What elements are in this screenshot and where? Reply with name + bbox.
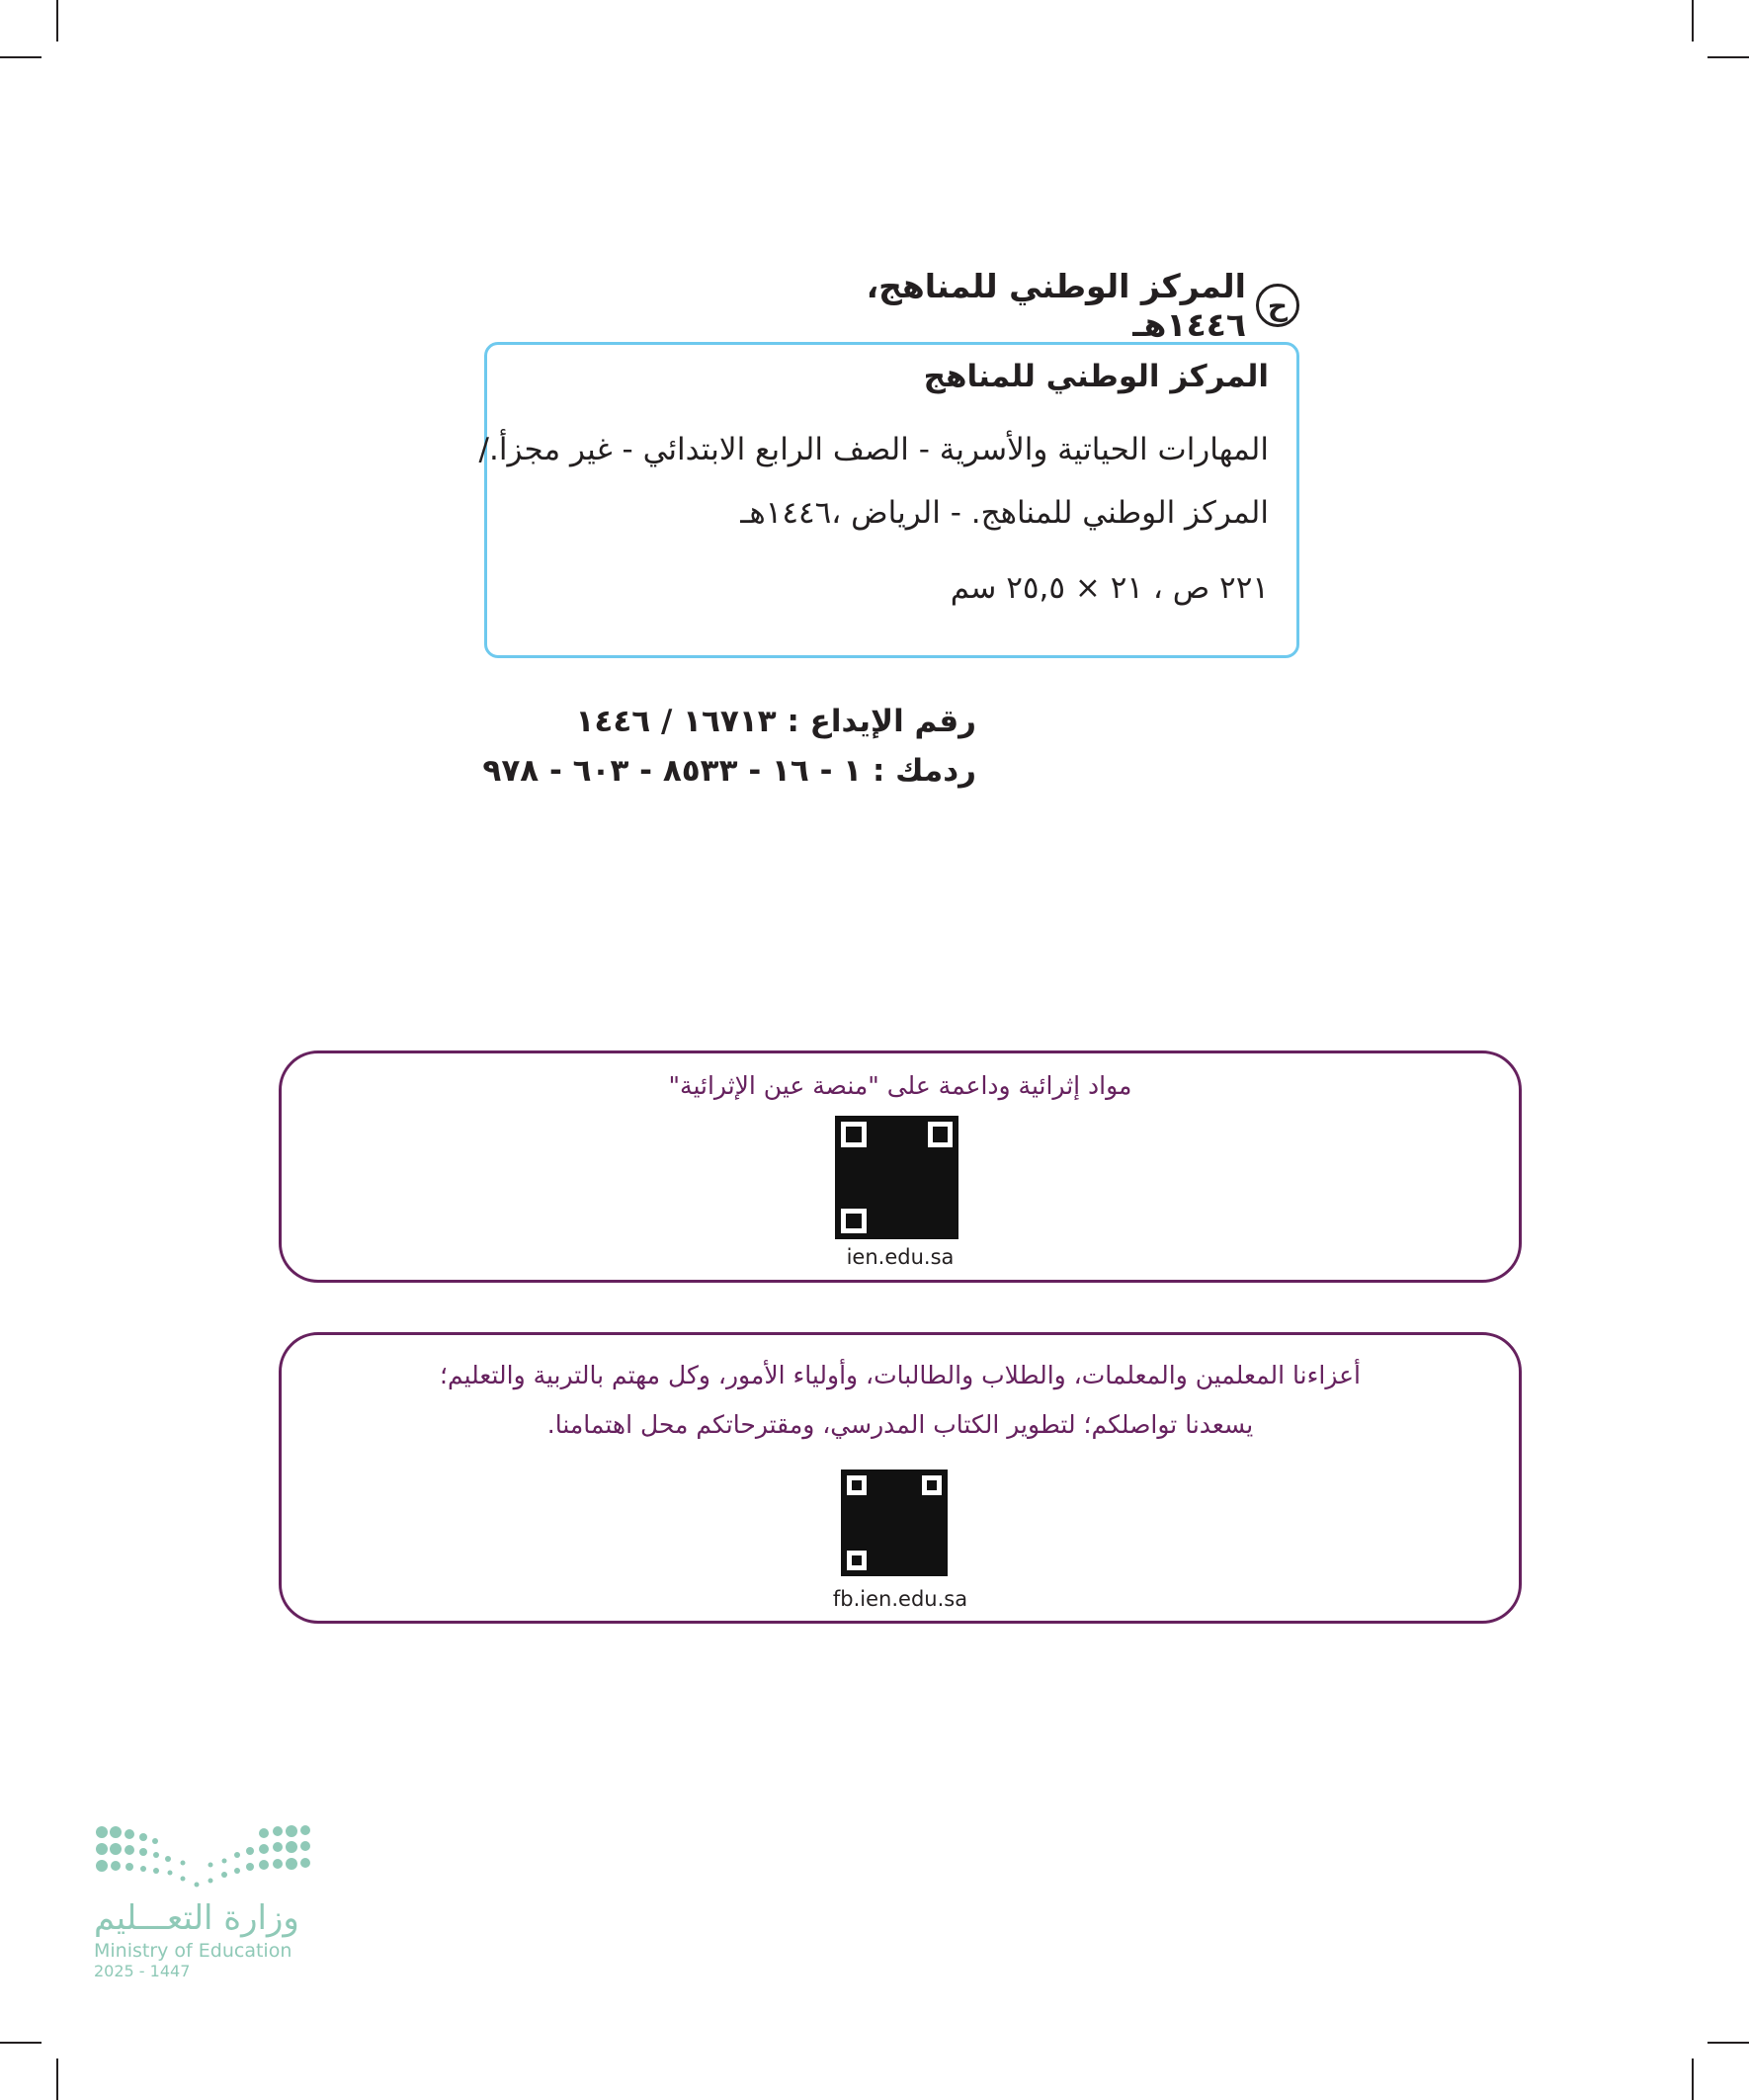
feedback-line-2: يسعدنا تواصلكم؛ لتطوير الكتاب المدرسي، ومقترحاتكم محل اهتمامنا.	[546, 1410, 1254, 1439]
deposit-number: رقم الإيداع : ١٦٧١٣ / ١٤٤٦	[575, 704, 976, 739]
isbn-number: ردمك : ١ - ١٦ - ٨٥٣٣ - ٦٠٣ - ٩٧٨	[482, 753, 976, 789]
copyright-text: المركز الوطني للمناهج، ١٤٤٦هـ	[866, 267, 1246, 344]
ministry-name-arabic: وزارة التعـــليم	[94, 1898, 299, 1938]
copyright-line	[751, 267, 1299, 344]
ministry-year: 2025 - 1447	[94, 1962, 191, 1980]
catalog-physical-line: ٢٢١ ص ، ٢١ × ٢٥,٥ سم	[950, 570, 1269, 606]
enrichment-title: مواد إثرائية وداعمة على "منصة عين الإثرائية"	[668, 1071, 1132, 1100]
ministry-dots-emblem-icon	[94, 1823, 311, 1894]
ministry-name-english: Ministry of Education	[94, 1940, 292, 1962]
feedback-box	[279, 1332, 1522, 1624]
catalog-publisher-line: المركز الوطني للمناهج. - الرياض ،١٤٤٦هـ	[740, 495, 1269, 531]
feedback-line-1: أعزاءنا المعلمين والمعلمات، والطلاب والطالبات، وأولياء الأمور، وكل مهتم بالتربية والتعليم؛	[440, 1361, 1361, 1389]
catalog-title-line: المهارات الحياتية والأسرية - الصف الرابع الابتدائي - غير مجزأ./	[478, 432, 1269, 467]
feedback-url-link[interactable]: fb.ien.edu.sa	[832, 1587, 968, 1611]
qr-code-icon[interactable]	[835, 1116, 958, 1239]
crop-mark	[1707, 56, 1749, 58]
crop-mark	[1707, 2042, 1749, 2044]
copyright-symbol: ح	[1256, 284, 1299, 327]
qr-code-icon[interactable]	[841, 1470, 948, 1576]
crop-mark	[56, 2058, 58, 2100]
crop-mark	[1692, 2058, 1694, 2100]
ministry-logo	[94, 1823, 321, 1980]
crop-mark	[0, 2042, 42, 2044]
catalog-record-box	[478, 342, 1299, 658]
crop-mark	[1692, 0, 1694, 42]
enrichment-box	[279, 1050, 1522, 1283]
crop-mark	[56, 0, 58, 42]
enrichment-url-link[interactable]: ien.edu.sa	[846, 1245, 955, 1269]
crop-mark	[0, 56, 42, 58]
catalog-heading: المركز الوطني للمناهج	[923, 359, 1269, 394]
